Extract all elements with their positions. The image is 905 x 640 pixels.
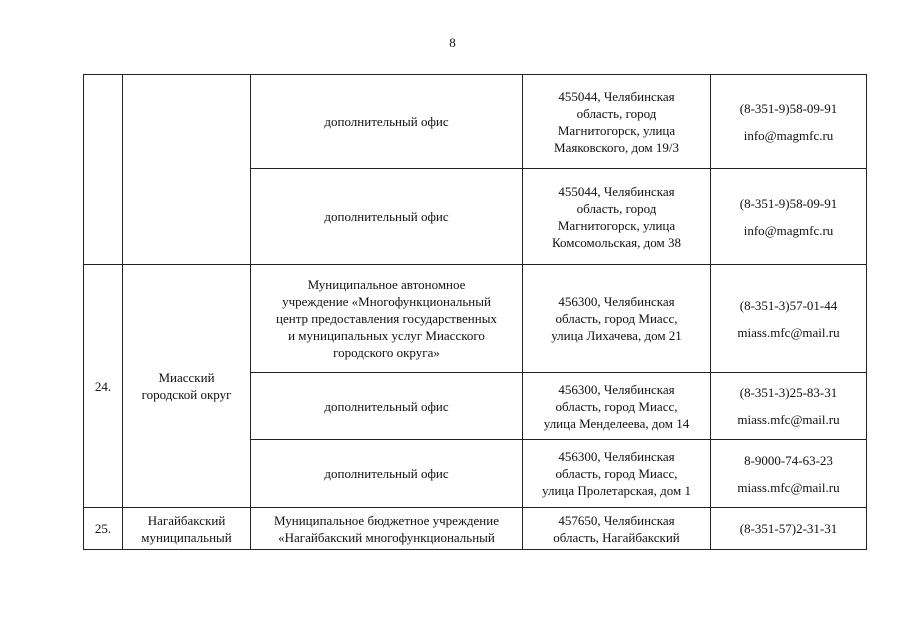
- email: miass.mfc@mail.ru: [737, 412, 840, 427]
- office-name: дополнительный офис: [251, 75, 523, 169]
- row-number: 25.: [84, 508, 123, 550]
- office-address: 456300, Челябинская область, город Миасс, улица Пролетарская, дом 1: [523, 440, 711, 508]
- office-name: дополнительный офис: [251, 373, 523, 440]
- table-row: [84, 508, 867, 550]
- number-cell-empty: [84, 75, 123, 265]
- office-address: 456300, Челябинская область, город Миасс, улица Менделеева, дом 14: [523, 373, 711, 440]
- phone: (8-351-9)58-09-91: [739, 195, 838, 211]
- office-contacts: [711, 169, 867, 265]
- office-address: 455044, Челябинская область, город Магнитогорск, улица Маяковского, дом 19/3: [523, 75, 711, 169]
- phone: (8-351-3)25-83-31: [739, 385, 838, 400]
- district-name: Нагайбакский муниципальный: [123, 508, 251, 550]
- district-cell-empty: [123, 75, 251, 265]
- email: info@magmfc.ru: [743, 222, 834, 238]
- page-number: 8: [449, 35, 456, 50]
- district-name: Миасский городской округ: [123, 265, 251, 508]
- phone: (8-351-3)57-01-44: [739, 297, 838, 313]
- office-contacts: [711, 440, 867, 508]
- office-address: 456300, Челябинская область, город Миасс, улица Лихачева, дом 21: [523, 265, 711, 373]
- office-name: Муниципальное бюджетное учреждение «Нагайбакский многофункциональный: [251, 508, 523, 550]
- phone: (8-351-9)58-09-91: [739, 100, 838, 116]
- office-contacts: [711, 75, 867, 169]
- phone: 8-9000-74-63-23: [744, 452, 833, 468]
- office-name: дополнительный офис: [251, 169, 523, 265]
- office-contacts: [711, 265, 867, 373]
- office-address: 457650, Челябинская область, Нагайбакский: [523, 508, 711, 550]
- row-number: 24.: [84, 265, 123, 508]
- phone: (8-351-57)2-31-31: [739, 521, 838, 536]
- office-contacts: [711, 508, 867, 550]
- office-contacts: [711, 373, 867, 440]
- office-name: дополнительный офис: [251, 440, 523, 508]
- office-name: Муниципальное автономное учреждение «Многофункциональный центр предоставления государственных и муниципальных услуг Миасского городского округа»: [251, 265, 523, 373]
- office-address: 455044, Челябинская область, город Магнитогорск, улица Комсомольская, дом 38: [523, 169, 711, 265]
- email: info@magmfc.ru: [743, 127, 834, 143]
- mfc-offices-table: [83, 74, 867, 550]
- table-row: [84, 265, 867, 373]
- email: miass.mfc@mail.ru: [737, 479, 840, 495]
- email: miass.mfc@mail.ru: [737, 324, 840, 340]
- table-row: [84, 75, 867, 169]
